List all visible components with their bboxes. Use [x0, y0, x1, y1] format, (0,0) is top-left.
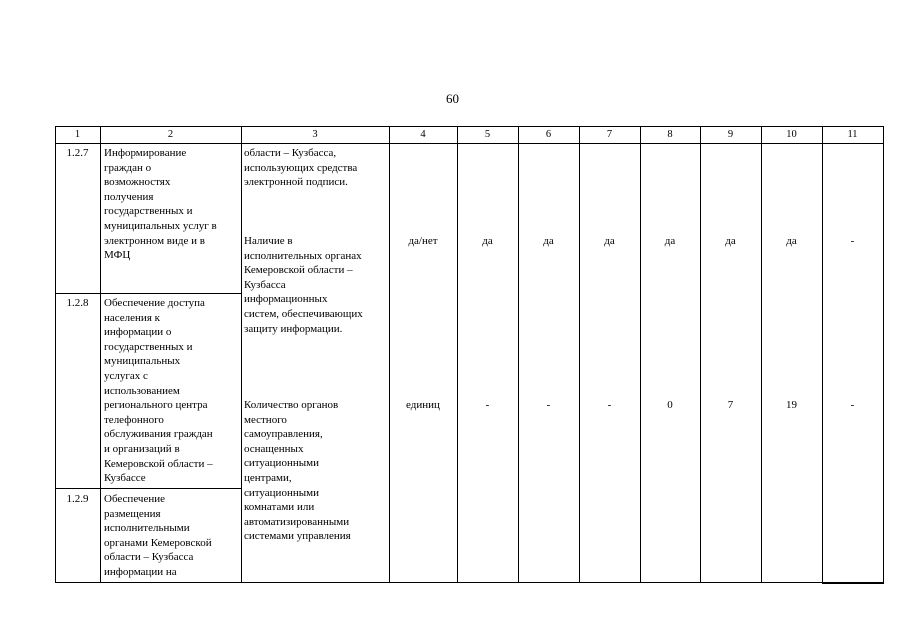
- col-border: [389, 126, 390, 583]
- indicator-value: -: [485, 399, 490, 411]
- column-header: 3: [312, 129, 318, 140]
- indicator-unit: да/нет: [408, 235, 438, 247]
- indicator-value: да: [482, 235, 493, 247]
- column-header: 2: [167, 129, 174, 140]
- column-header: 11: [847, 129, 858, 140]
- indicator-value: да: [543, 235, 554, 247]
- measure-name: Обеспечение размещения исполнительными органами Кемеровской области – Кузбасса информации на: [104, 493, 212, 578]
- column-header: 6: [545, 129, 552, 140]
- indicator-text: области – Кузбасса, использующих средства электронной подписи.: [244, 147, 358, 189]
- col-border: [700, 126, 701, 583]
- indicator-value: -: [850, 235, 855, 247]
- row-number: 1.2.9: [66, 493, 89, 505]
- indicator-value: -: [850, 399, 855, 411]
- table-bottom-border: [55, 582, 822, 583]
- col-border: [822, 126, 823, 583]
- indicator-text: Наличие в исполнительных органах Кемеровской области – Кузбасса информационных систем, обеспечивающих защиту информации.: [244, 235, 363, 335]
- indicator-unit: единиц: [406, 399, 440, 411]
- header-bottom-border: [55, 143, 884, 144]
- col-border: [100, 126, 101, 583]
- col-border: [518, 126, 519, 583]
- indicator-text: Количество органов местного самоуправления, оснащенных ситуационными центрами, ситуационными комнатами или автоматизированными системами управления: [244, 399, 351, 543]
- indicator-value: да: [786, 235, 797, 247]
- row-separator-1: [55, 293, 241, 294]
- col-border: [457, 126, 458, 583]
- column-header: 9: [727, 129, 734, 140]
- indicators-table: [55, 126, 884, 583]
- row-number: 1.2.7: [66, 147, 89, 159]
- col-border: [241, 126, 242, 583]
- indicator-value: да: [604, 235, 615, 247]
- indicator-value: 19: [786, 399, 797, 411]
- row-number: 1.2.8: [66, 297, 89, 309]
- table-bottom-border-thick: [822, 582, 884, 584]
- row-separator-2: [55, 488, 241, 489]
- col-border: [579, 126, 580, 583]
- col-border: [640, 126, 641, 583]
- col-border: [883, 126, 884, 583]
- indicator-value: 7: [727, 399, 734, 411]
- indicator-value: 0: [667, 399, 673, 411]
- indicator-value: -: [607, 399, 612, 411]
- table-top-border: [55, 126, 884, 127]
- indicator-value: да: [664, 235, 676, 247]
- column-header: 4: [420, 129, 426, 140]
- measure-name: Информирование граждан о возможностях получения государственных и муниципальных услуг в электронном виде и в МФЦ: [104, 147, 217, 262]
- page-number: 60: [446, 91, 459, 106]
- measure-name: Обеспечение доступа населения к информации о государственных и муниципальных услугах с использованием регионального центра телефонного обслуживания граждан и организаций в Кемеровской области – Кузбассе: [104, 297, 213, 485]
- column-header: 7: [606, 129, 613, 140]
- column-header: 10: [786, 129, 797, 140]
- column-header: 1: [74, 129, 81, 140]
- column-header: 8: [667, 129, 673, 140]
- indicator-value: да: [725, 235, 736, 247]
- col-border: [761, 126, 762, 583]
- indicator-value: -: [546, 399, 551, 411]
- col-border: [55, 126, 56, 583]
- column-header: 5: [484, 129, 491, 140]
